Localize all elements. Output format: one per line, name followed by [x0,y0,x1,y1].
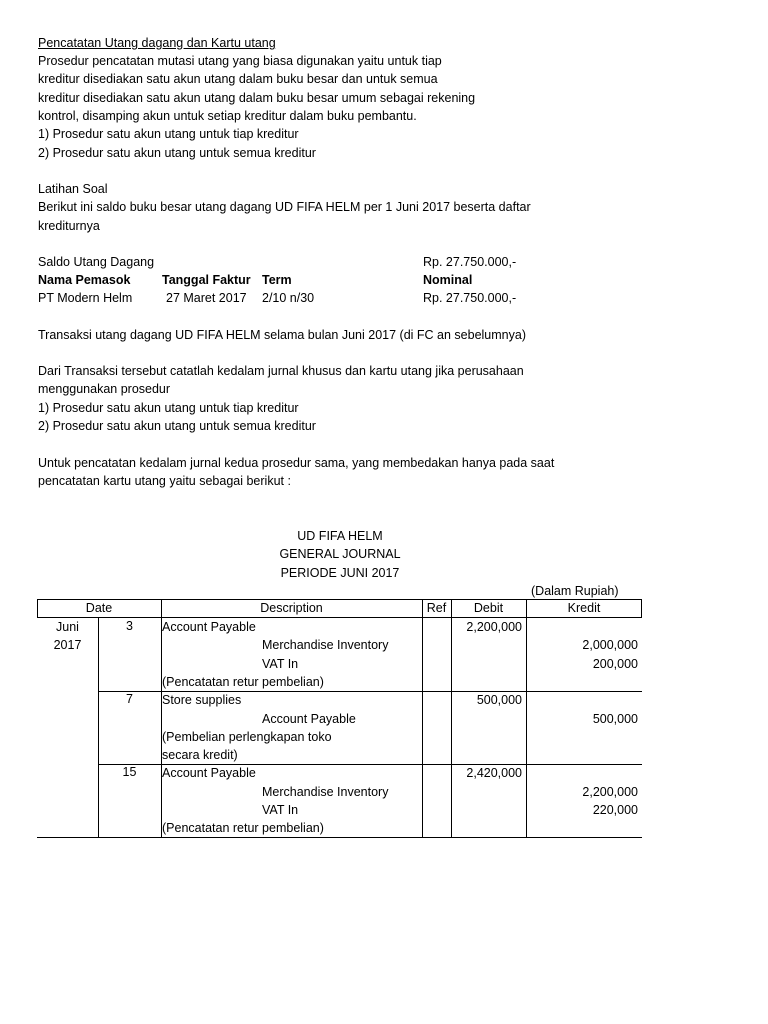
border-right [641,599,642,617]
entry-description: Account Payable [162,620,256,634]
intro-procedure-1: 1) Prosedur satu akun utang untuk tiap kreditur [38,127,299,141]
column-divider [422,599,423,837]
header-supplier: Nama Pemasok [38,273,131,287]
journal-period: PERIODE JUNI 2017 [280,566,400,580]
header-bottom-border [37,617,642,618]
col-header-date: Date [85,601,113,615]
entry-day: 7 [126,692,133,707]
credit-account: Merchandise Inventory [262,638,389,653]
journal-title: GENERAL JOURNAL [279,547,401,561]
exercise-heading: Latihan Soal [38,182,108,196]
instruction-line: Dari Transaksi tersebut catatlah kedalam jurnal khusus dan kartu utang jika perusahaan [38,364,524,378]
credit-amount: 200,000 [592,656,638,671]
intro-line: kontrol, disamping akun untuk setiap kreditur dalam buku pembantu. [38,109,417,123]
date-month: Juni [56,620,79,634]
nominal-value: Rp. 27.750.000,- [423,291,517,305]
journal-company: UD FIFA HELM [297,529,383,543]
note-line: Untuk pencatatan kedalam jurnal kedua prosedur sama, yang membedakan hanya pada saat [38,456,555,470]
column-divider [526,599,527,837]
entry-separator [98,764,642,765]
column-divider [161,599,162,837]
debit-amount: 2,420,000 [466,766,522,781]
entry-description: secara kredit) [162,748,238,763]
header-term: Term [262,273,292,287]
column-divider [451,599,452,837]
entry-description: Account Payable [162,766,256,781]
credit-account: Account Payable [262,711,356,726]
credit-account: VAT In [262,656,299,671]
document-title: Pencatatan Utang dagang dan Kartu utang [38,36,276,50]
supplier-name: PT Modern Helm [38,291,133,305]
col-header-debit: Debit [473,601,504,615]
exercise-line: Berikut ini saldo buku besar utang dagang UD FIFA HELM per 1 Juni 2017 beserta daftar [38,200,531,214]
entry-description: (Pembelian perlengkapan toko [162,729,332,744]
instruction-line: menggunakan prosedur [38,382,171,396]
table-top-border [37,599,642,600]
credit-account: VAT In [262,803,299,817]
date-year: 2017 [53,638,82,652]
term-value: 2/10 n/30 [262,291,315,305]
transactions-line: Transaksi utang dagang UD FIFA HELM selama bulan Juni 2017 (di FC an sebelumnya) [38,328,526,342]
debit-amount: 2,200,000 [466,620,522,634]
intro-line: kreditur disediakan satu akun utang dalam buku besar dan untuk semua [38,72,438,86]
journal-unit: (Dalam Rupiah) [531,584,619,598]
intro-procedure-2: 2) Prosedur satu akun utang untuk semua kreditur [38,146,316,160]
credit-account: Merchandise Inventory [262,784,389,799]
instruction-procedure-2: 2) Prosedur satu akun utang untuk semua kreditur [38,419,316,433]
entry-separator [98,691,642,692]
balance-amount: Rp. 27.750.000,- [423,255,517,269]
credit-amount: 2,000,000 [582,638,638,653]
invoice-date: 27 Maret 2017 [166,291,247,305]
entry-description: (Pencatatan retur pembelian) [162,674,324,689]
column-divider [98,617,99,837]
entry-day: 15 [122,765,137,780]
col-header-ref: Ref [426,601,447,615]
entry-day: 3 [126,619,133,633]
credit-amount: 220,000 [592,803,638,817]
entry-description: (Pencatatan retur pembelian) [162,821,324,836]
header-nominal: Nominal [423,273,473,287]
debit-amount: 500,000 [476,693,522,708]
note-line: pencatatan kartu utang yaitu sebagai berikut : [38,474,291,488]
col-header-description: Description [260,601,323,615]
intro-line: kreditur disediakan satu akun utang dalam buku besar umum sebagai rekening [38,91,476,105]
instruction-procedure-1: 1) Prosedur satu akun utang untuk tiap kreditur [38,401,299,415]
exercise-line: krediturnya [38,219,100,233]
balance-label: Saldo Utang Dagang [38,255,155,269]
entry-description: Store supplies [162,693,242,708]
col-header-credit: Kredit [567,601,601,615]
table-bottom-border [37,837,642,838]
header-invoice-date: Tanggal Faktur [162,273,251,287]
border-left [37,599,38,617]
credit-amount: 2,200,000 [582,784,638,799]
credit-amount: 500,000 [592,711,638,726]
intro-line: Prosedur pencatatan mutasi utang yang biasa digunakan yaitu untuk tiap [38,54,442,68]
